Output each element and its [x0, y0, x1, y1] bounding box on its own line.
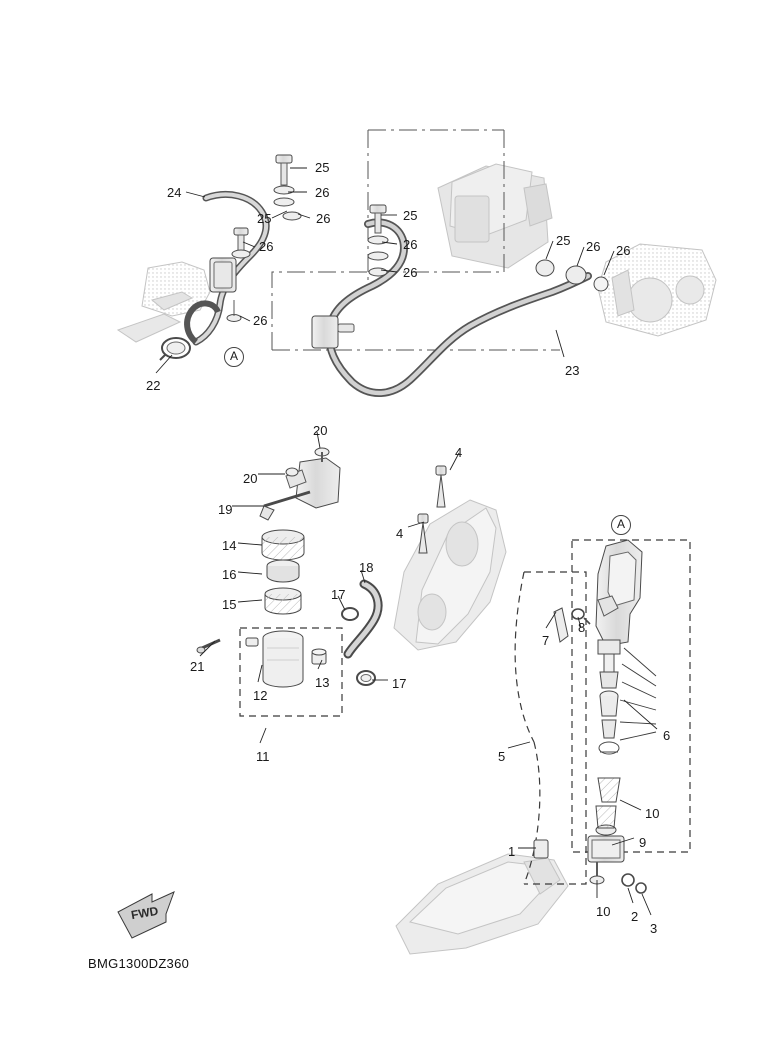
callout-number: 4 — [455, 445, 463, 460]
leader-line — [238, 572, 262, 574]
callout-number: 26 — [253, 313, 268, 328]
callout-number: 10 — [645, 806, 660, 821]
fwd-arrow-label: FWD — [129, 903, 160, 923]
leader-line — [243, 242, 255, 247]
callout-number: 6 — [663, 728, 671, 743]
callout-number: 1 — [508, 844, 516, 859]
callout-number: 26 — [316, 211, 331, 226]
callout-number: 17 — [392, 676, 407, 691]
leader-line — [240, 316, 250, 321]
callout-number: 7 — [542, 633, 550, 648]
callout-number: 10 — [596, 904, 611, 919]
master-cylinder-group — [515, 540, 690, 893]
callout-number: 26 — [403, 265, 418, 280]
leader-line — [620, 800, 641, 810]
callout-number: 26 — [586, 239, 601, 254]
callout-number: 18 — [359, 560, 374, 575]
callout-number: 4 — [396, 526, 404, 541]
leader-line — [238, 543, 262, 545]
leader-line — [260, 728, 266, 743]
callout-number: 22 — [146, 378, 161, 393]
callout-number: 17 — [331, 587, 346, 602]
leader-line — [624, 700, 657, 729]
callout-number: 25 — [315, 160, 330, 175]
leader-line — [628, 888, 633, 903]
leader-line — [186, 192, 205, 197]
callout-number: 13 — [315, 675, 330, 690]
callout-number: 20 — [243, 471, 258, 486]
callout-number: 26 — [315, 185, 330, 200]
leader-line — [556, 330, 564, 357]
leader-line — [408, 522, 424, 527]
callout-number: 19 — [218, 502, 233, 517]
leader-line — [258, 665, 262, 682]
callout-number: 9 — [639, 835, 647, 850]
callout-number: 12 — [253, 688, 268, 703]
diagram-part-code: BMG1300DZ360 — [88, 956, 190, 971]
callout-number: 25 — [403, 208, 418, 223]
callout-number: 26 — [403, 237, 418, 252]
leader-line — [642, 894, 651, 915]
leader-line — [238, 600, 262, 602]
callout-number: 24 — [167, 185, 182, 200]
leader-line — [577, 247, 584, 266]
reservoir-group — [197, 448, 378, 716]
leader-line — [546, 612, 556, 628]
callout-number: 3 — [650, 921, 658, 936]
callout-number: 8 — [578, 620, 586, 635]
callout-number: 26 — [616, 243, 631, 258]
callout-number: 16 — [222, 567, 237, 582]
callout-number: 26 — [259, 239, 274, 254]
leader-line — [508, 742, 530, 748]
leader-line — [546, 241, 553, 259]
callout-number: 21 — [190, 659, 205, 674]
callout-number: 5 — [498, 749, 506, 764]
detail-marker-a-left: A — [224, 347, 244, 367]
detail-marker-a-right: A — [611, 515, 631, 535]
leader-line — [156, 355, 172, 373]
callout-number: 2 — [631, 909, 639, 924]
callout-number: 23 — [565, 363, 580, 378]
callout-number: 25 — [257, 211, 272, 226]
callout-number: 14 — [222, 538, 237, 553]
callout-number: 15 — [222, 597, 237, 612]
callout-number: 11 — [256, 749, 270, 764]
callout-number: 25 — [556, 233, 571, 248]
callout-number: 20 — [313, 423, 328, 438]
